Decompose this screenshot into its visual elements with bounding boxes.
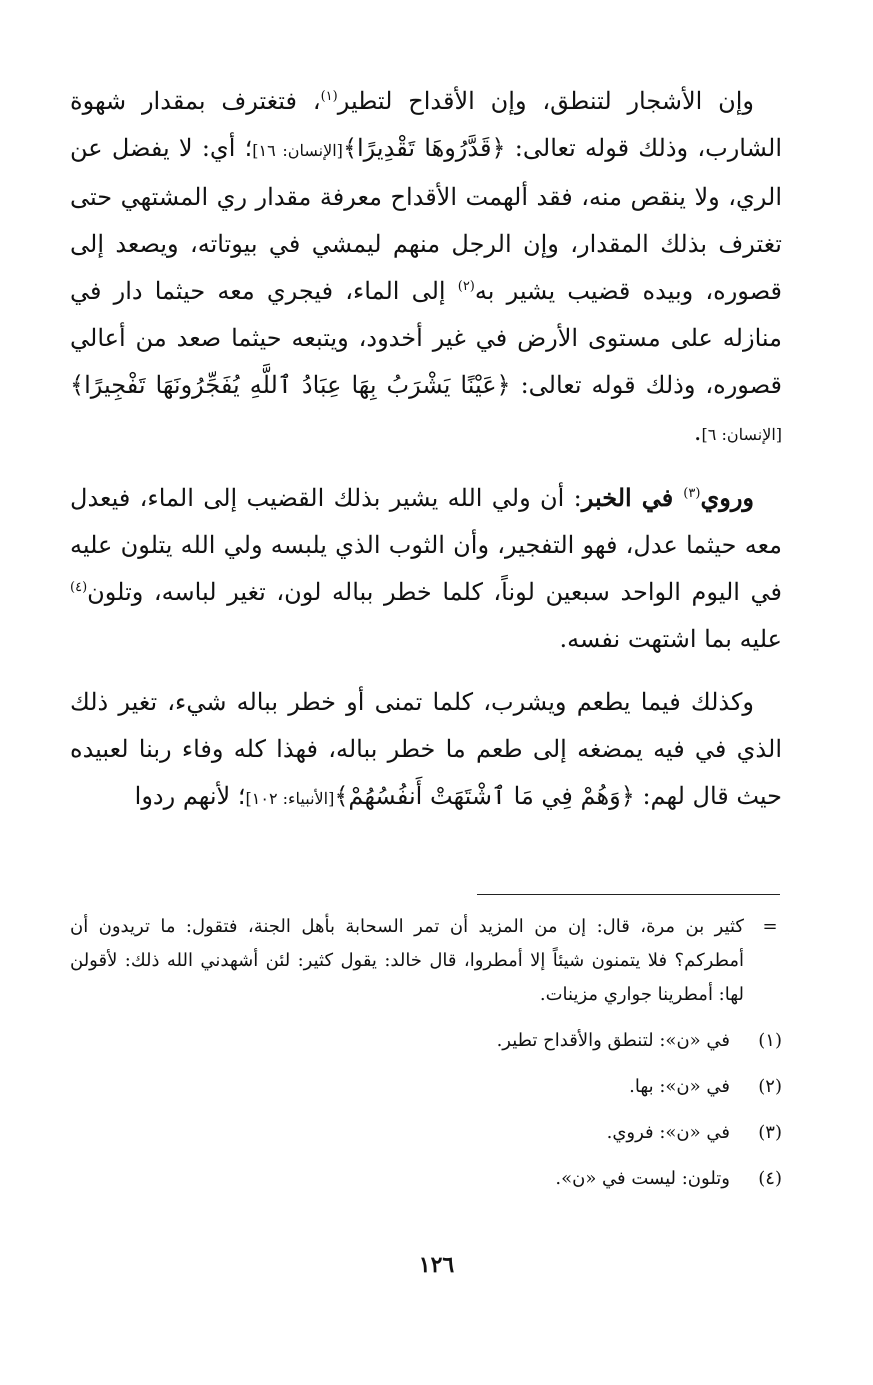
- footnote-number: (٣): [758, 1122, 782, 1143]
- text-run: ؛ لأنهم ردوا: [134, 782, 246, 810]
- footnote-number: (١): [758, 1030, 782, 1051]
- footnote-item: [70, 1116, 782, 1150]
- paragraph-2: [70, 474, 782, 663]
- footnote-item: [70, 1024, 782, 1058]
- footnote-text: في «ن»: لتنطق والأقداح تطير.: [496, 1030, 730, 1051]
- verse-reference: [الإنسان: ٦]: [701, 425, 782, 444]
- bold-lead: وروي: [700, 483, 754, 512]
- paragraph-1: [70, 78, 782, 458]
- footnote-text: وتلون: ليست في «ن».: [555, 1168, 730, 1189]
- paragraph-3: [70, 679, 782, 822]
- text-run: ؛ أي: لا يفضل عن الري، ولا ينقص منه، فقد ألهمت الأقداح معرفة مقدار ري المشتهي حتى تغترف بذلك المقدار، وإن الرجل منهم ليمشي في بيوتاته، ويصعد إلى قصوره، وبيده قضيب يشير به: [70, 134, 782, 305]
- footnote-ref-4[interactable]: (٤): [70, 580, 88, 595]
- footnote-item: [70, 1162, 782, 1196]
- text-run: وكذلك فيما يطعم ويشرب، كلما تمنى أو خطر بباله شيء، تغير ذلك الذي في فيه يمضغه إلى طعم ما خطر بباله، فهذا كله وفاء ربنا لعبيده حيث قال لهم:: [70, 688, 782, 810]
- text-run: إلى الماء، فيجري معه حيثما دار في منازله على مستوى الأرض في غير أخدود، ويتبعه حيثما صعد من أعالي قصوره، وذلك قوله تعالى:: [70, 277, 782, 399]
- verse-reference: [الأنبياء: ١٠٢]: [245, 789, 335, 808]
- verse-reference: [الإنسان: ١٦]: [252, 141, 343, 160]
- footnote-number: (٤): [758, 1168, 782, 1189]
- footnote-divider: [477, 894, 780, 895]
- text-run: وإن الأشجار لتنطق، وإن الأقداح لتطير: [337, 87, 755, 115]
- main-text: [70, 78, 782, 838]
- footnote-continuation: [70, 910, 782, 1012]
- bold-lead: في الخبر: [581, 483, 684, 512]
- page-number: ١٢٦: [418, 1252, 455, 1278]
- quran-verse: ﴿وَهُمْ فِي مَا ٱشْتَهَتْ أَنفُسُهُمْ﴾: [334, 782, 635, 810]
- footnote-ref-1[interactable]: (١): [320, 89, 338, 104]
- footnote-ref-3[interactable]: (٣): [683, 486, 701, 501]
- footnote-text: كثير بن مرة، قال: إن من المزيد أن تمر السحابة بأهل الجنة، فتقول: ما تريدون أن أمطركم؟ فلا يتمنون شيئاً إلا أمطروا، قال خالد: يقول كثير: لئن أشهدني الله ذلك: لأقولن لها: أمطرينا جواري مزينات.: [70, 916, 744, 1005]
- text-run: عليه بما اشتهت نفسه.: [559, 625, 782, 653]
- footnote-text: في «ن»: بها.: [629, 1076, 730, 1097]
- text-run: : أن ولي الله يشير بذلك القضيب إلى الماء، فيعدل معه حيثما عدل، فهو التفجير، وأن الثوب الذي يلبسه ولي الله يتلون عليه في اليوم الواحد سبعين لوناً، كلما خطر بباله لون، تغير لباسه، وتلون: [70, 484, 782, 606]
- footnotes: [70, 910, 782, 1196]
- footnote-text: في «ن»: فروي.: [606, 1122, 730, 1143]
- footnote-item: [70, 1070, 782, 1104]
- quran-verse: ﴿قَدَّرُوهَا تَقْدِيرًا﴾: [342, 134, 506, 162]
- text-run: ، فتغترف بمقدار شهوة الشارب، وذلك قوله تعالى:: [70, 87, 782, 162]
- text-run: .: [693, 418, 702, 446]
- continuation-mark: =: [762, 916, 778, 937]
- footnote-ref-2[interactable]: (٢): [457, 279, 475, 294]
- quran-verse: ﴿عَيْنًا يَشْرَبُ بِهَا عِبَادُ ٱللَّهِ يُفَجِّرُونَهَا تَفْجِيرًا﴾: [70, 371, 511, 399]
- footnote-number: (٢): [758, 1076, 782, 1097]
